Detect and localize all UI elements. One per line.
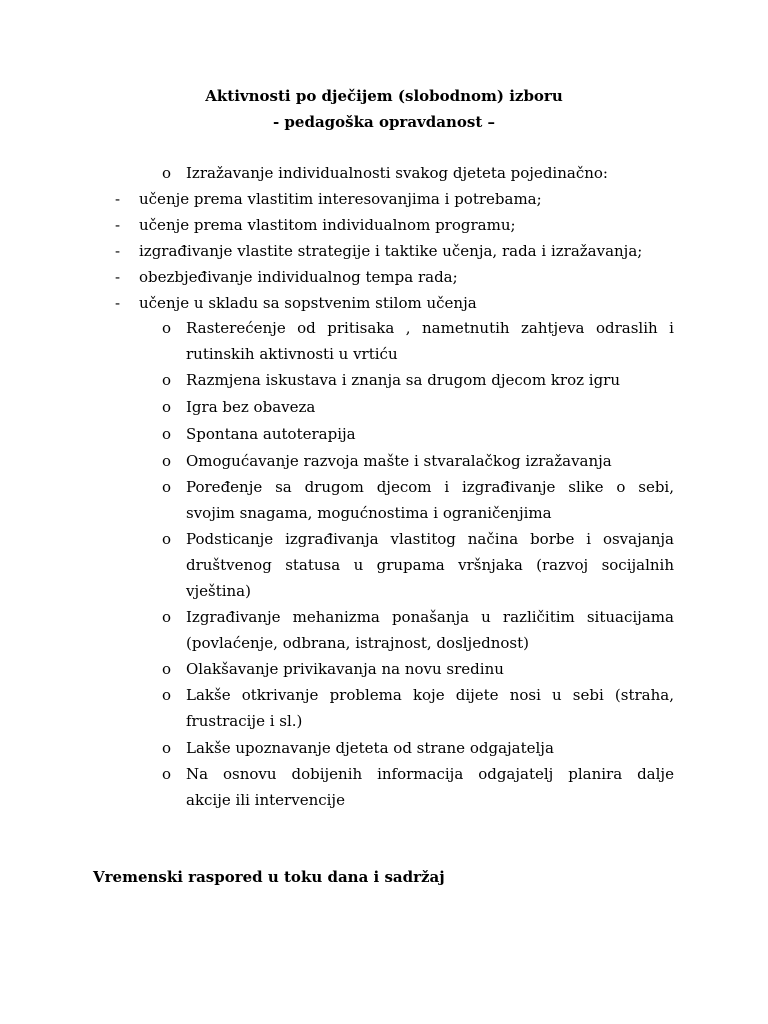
circle-bullet-marker: o <box>162 425 172 443</box>
circle-list-item-line: Lakše otkrivanje problema koje dijete nosi u sebi (straha, <box>186 686 674 704</box>
document-subtitle: - pedagoška opravdanost – <box>272 113 495 131</box>
circle-list-item-line: Igra bez obaveza <box>186 398 316 416</box>
dash-list-item: obezbjeđivanje individualnog tempa rada; <box>139 268 458 286</box>
circle-bullet-marker: o <box>162 371 172 389</box>
circle-bullet-marker: o <box>162 398 172 416</box>
circle-list-item-line: Izgrađivanje mehanizma ponašanja u različitim situacijama <box>186 608 674 626</box>
circle-bullet-marker: o <box>162 478 172 496</box>
document-title: Aktivnosti po dječijem (slobodnom) izboru <box>205 87 563 105</box>
dash-list-item: izgrađivanje vlastite strategije i taktike učenja, rada i izražavanja; <box>139 242 643 260</box>
circle-list-item-line: frustracije i sl.) <box>186 712 303 730</box>
dash-bullet-marker: - <box>115 242 121 260</box>
circle-list-item-line: Olakšavanje privikavanja na novu sredinu <box>186 660 504 678</box>
dash-list-item: učenje prema vlastitim interesovanjima i potrebama; <box>139 190 542 208</box>
circle-list-item-line: rutinskih aktivnosti u vrtiću <box>186 345 398 363</box>
circle-list-item-line: vještina) <box>186 582 251 600</box>
circle-bullet-marker: o <box>162 452 172 470</box>
circle-bullet-marker: o <box>162 530 172 548</box>
circle-bullet-marker: o <box>162 660 172 678</box>
circle-bullet-marker: o <box>162 765 172 783</box>
circle-list-item-line: društvenog statusa u grupama vršnjaka (razvoj socijalnih <box>186 556 674 574</box>
circle-list-item-line: Razmjena iskustava i znanja sa drugom djecom kroz igru <box>186 371 621 389</box>
circle-list-item-line: Rasterećenje od pritisaka , nametnutih zahtjeva odraslih i <box>186 319 674 337</box>
dash-list-item: učenje u skladu sa sopstvenim stilom učenja <box>139 294 477 312</box>
circle-list-item-line: svojim snagama, mogućnostima i ograničenjima <box>186 504 552 522</box>
circle-bullet-marker: o <box>162 319 172 337</box>
dash-list-item: učenje prema vlastitom individualnom programu; <box>139 216 516 234</box>
circle-list-item-line: Lakše upoznavanje djeteta od strane odgajatelja <box>186 739 554 757</box>
circle-list-item-line: akcije ili intervencije <box>186 791 345 809</box>
circle-bullet-marker: o <box>162 608 172 626</box>
circle-bullet-marker: o <box>162 739 172 757</box>
circle-list-item-line: Na osnovu dobijenih informacija odgajatelj planira dalje <box>186 765 674 783</box>
intro-bullet-marker: o <box>162 164 172 182</box>
circle-list-item-line: (povlaćenje, odbrana, istrajnost, dosljednost) <box>186 634 529 652</box>
section-heading: Vremenski raspored u toku dana i sadržaj <box>93 868 445 886</box>
dash-bullet-marker: - <box>115 294 121 312</box>
dash-bullet-marker: - <box>115 268 121 286</box>
circle-list-item-line: Poređenje sa drugom djecom i izgrađivanje slike o sebi, <box>186 478 674 496</box>
circle-list-item-line: Spontana autoterapija <box>186 425 356 443</box>
circle-list-item-line: Podsticanje izgrađivanja vlastitog načina borbe i osvajanja <box>186 530 674 548</box>
circle-list-item-line: Omogućavanje razvoja mašte i stvaralačkog izražavanja <box>186 452 612 470</box>
circle-bullet-marker: o <box>162 686 172 704</box>
intro-list-item: Izražavanje individualnosti svakog djeteta pojedinačno: <box>186 164 608 182</box>
dash-bullet-marker: - <box>115 216 121 234</box>
dash-bullet-marker: - <box>115 190 121 208</box>
